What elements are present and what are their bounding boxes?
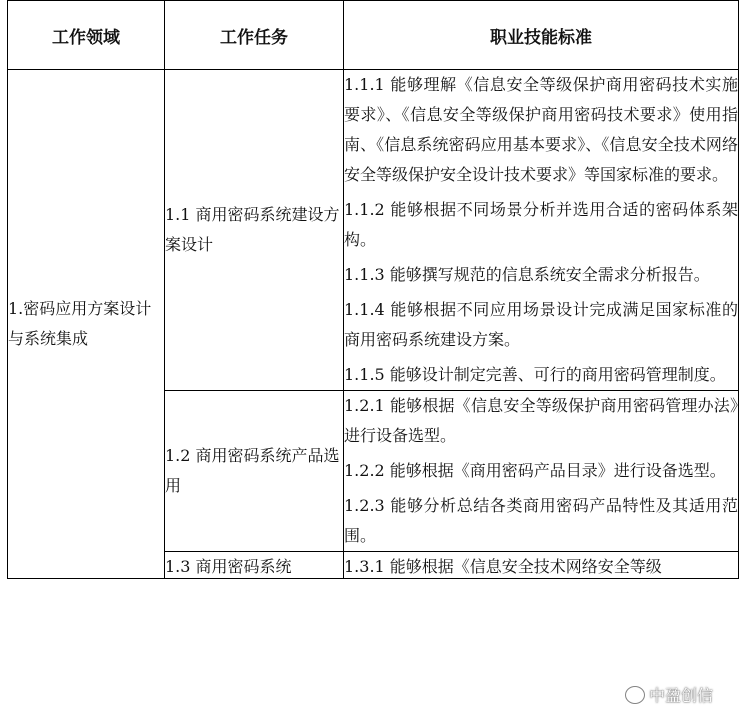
standards-cell xyxy=(344,70,739,391)
standard-item: 1.1.5 能够设计制定完善、可行的商用密码管理制度。 xyxy=(344,365,726,384)
standard-item: 1.1.4 能够根据不同应用场景设计完成满足国家标准的商用密码系统建设方案。 xyxy=(344,300,738,349)
standards-cell xyxy=(344,391,739,552)
standard-item: 1.2.1 能够根据《信息安全等级保护商用密码管理办法》进行设备选型。 xyxy=(344,396,738,445)
skills-standard-table xyxy=(7,0,739,579)
header-work-area: 工作领域 xyxy=(8,1,165,70)
standard-item: 1.2.3 能够分析总结各类商用密码产品特性及其适用范围。 xyxy=(344,496,738,545)
watermark xyxy=(625,683,713,706)
header-skill-standard: 职业技能标准 xyxy=(344,1,739,70)
work-area-cell: 1.密码应用方案设计与系统集成 xyxy=(8,70,165,579)
standard-item: 1.1.3 能够撰写规范的信息系统安全需求分析报告。 xyxy=(344,265,710,284)
header-work-task: 工作任务 xyxy=(165,1,344,70)
standard-item: 1.1.2 能够根据不同场景分析并选用合适的密码体系架构。 xyxy=(344,200,738,249)
header-row xyxy=(8,1,739,70)
standard-item: 1.3.1 能够根据《信息安全技术网络安全等级 xyxy=(344,557,662,576)
task-cell: 1.1 商用密码系统建设方案设计 xyxy=(165,70,344,391)
task-cell: 1.3 商用密码系统 xyxy=(165,552,344,579)
chat-bubble-icon xyxy=(625,686,645,704)
task-cell: 1.2 商用密码系统产品选用 xyxy=(165,391,344,552)
standards-cell xyxy=(344,552,739,579)
table-row xyxy=(8,70,739,391)
standard-item: 1.2.2 能够根据《商用密码产品目录》进行设备选型。 xyxy=(344,461,726,480)
standard-item: 1.1.1 能够理解《信息安全等级保护商用密码技术实施要求》、《信息安全等级保护商用密码技术要求》使用指南、《信息系统密码应用基本要求》、《信息安全技术网络安全等级保护安全设计技术要求》等国家标准的要求。 xyxy=(344,75,738,184)
watermark-text: 中盈创信 xyxy=(648,686,713,705)
